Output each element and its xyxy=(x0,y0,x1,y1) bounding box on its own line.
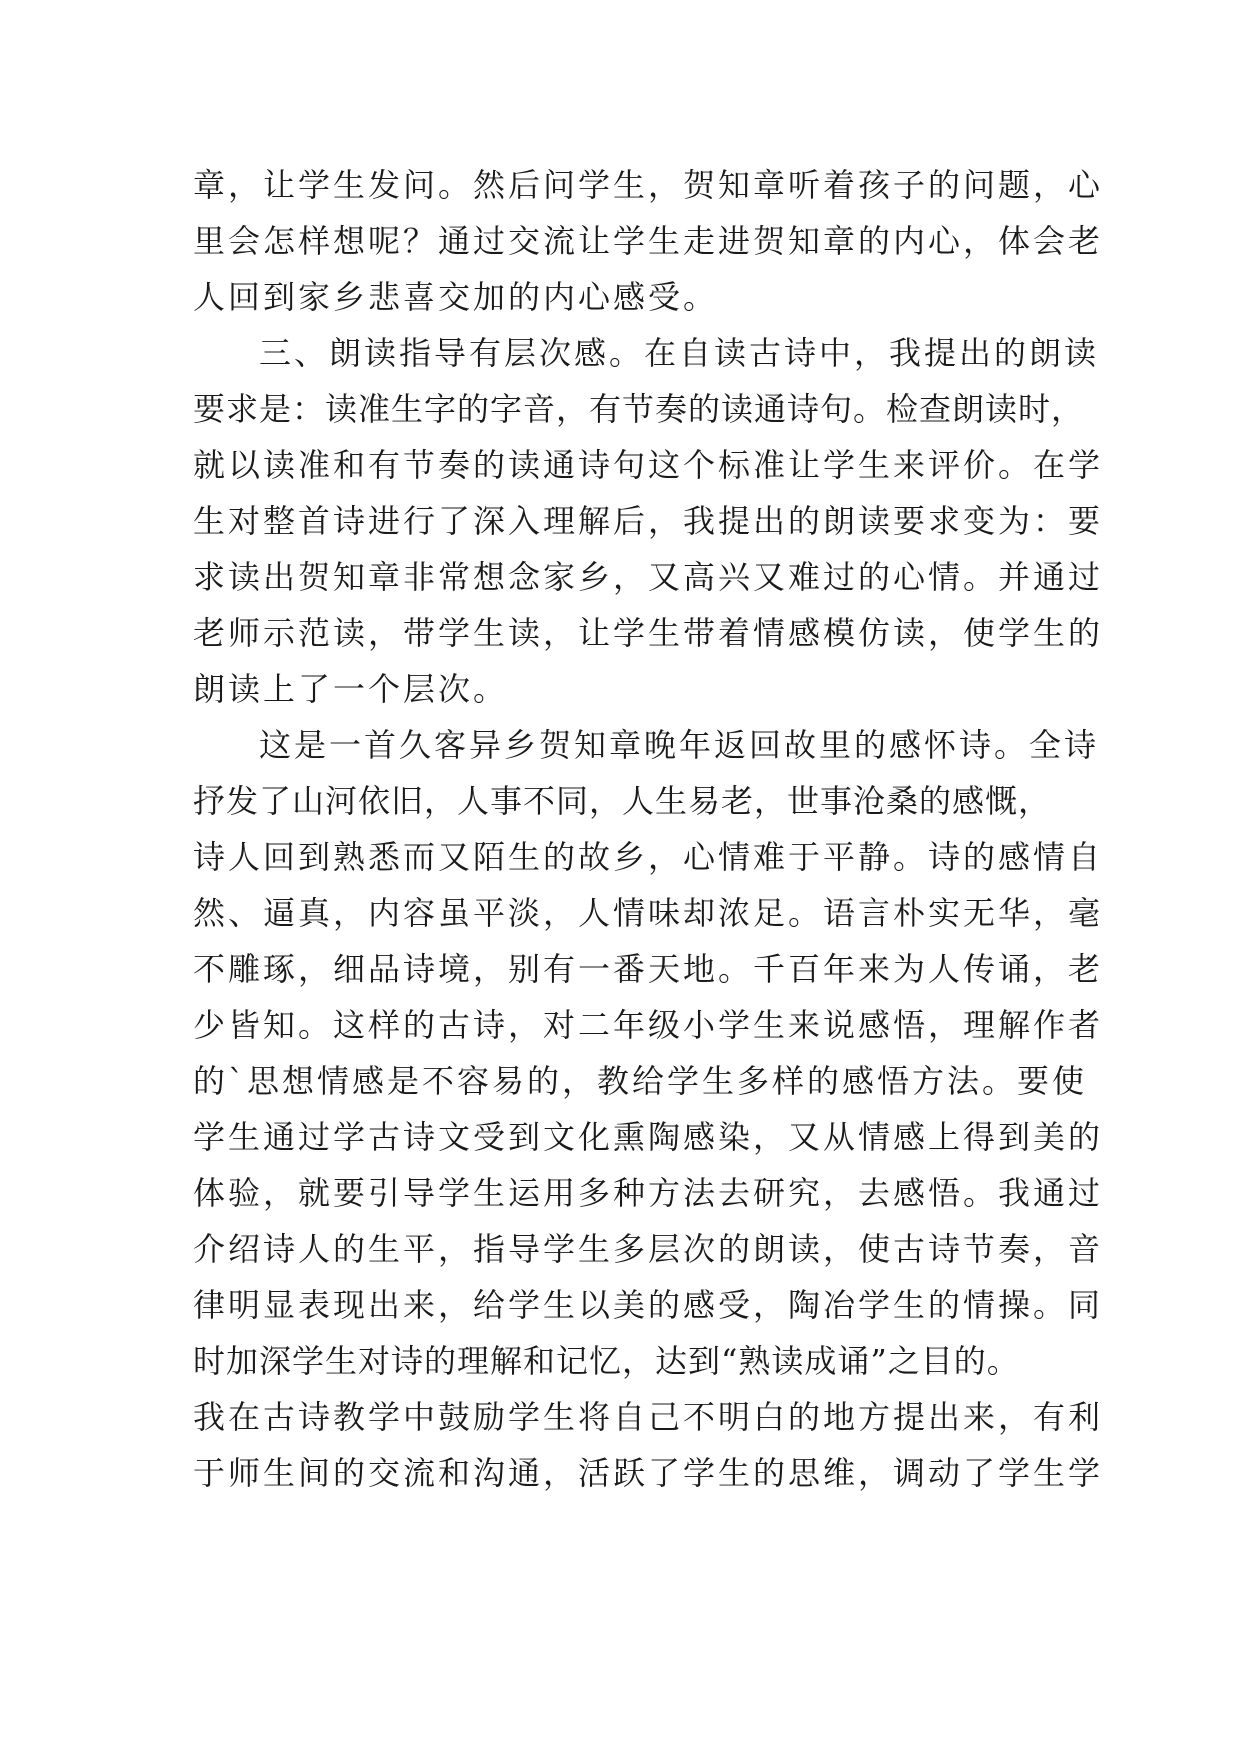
text-line-12: 抒发了山河依旧，人事不同，人生易老，世事沧桑的感慨， xyxy=(193,782,1052,820)
text-line-17: 的`思想情感是不容易的，教给学生多样的感悟方法。要使 xyxy=(193,1062,1088,1100)
body-text xyxy=(193,157,1104,1501)
text-line-15: 不雕琢，细品诗境，别有一番天地。千百年来为人传诵，老 xyxy=(193,950,1104,988)
text-line-19: 体验，就要引导学生运用多种方法去研究，去感悟。我通过 xyxy=(193,1174,1104,1212)
text-line-18: 学生通过学古诗文受到文化熏陶感染，又从情感上得到美的 xyxy=(193,1118,1104,1156)
text-line-20: 介绍诗人的生平，指导学生多层次的朗读，使古诗节奏，音 xyxy=(193,1230,1104,1268)
text-line-14: 然、逼真，内容虽平淡，人情味却浓足。语言朴实无华，毫 xyxy=(193,894,1104,932)
text-line-13: 诗人回到熟悉而又陌生的故乡，心情难于平静。诗的感情自 xyxy=(193,838,1104,876)
text-line-23: 我在古诗教学中鼓励学生将自己不明白的地方提出来，有利 xyxy=(193,1398,1104,1436)
text-line-6: 就以读准和有节奏的读通诗句这个标准让学生来评价。在学 xyxy=(193,446,1104,484)
text-line-24: 于师生间的交流和沟通，活跃了学生的思维，调动了学生学 xyxy=(193,1454,1104,1492)
text-line-2: 里会怎样想呢？通过交流让学生走进贺知章的内心，体会老 xyxy=(193,222,1104,260)
text-line-10: 朗读上了一个层次。 xyxy=(193,670,509,708)
text-line-5: 要求是：读准生字的字音，有节奏的读通诗句。检查朗读时， xyxy=(193,390,1085,428)
text-line-1: 章，让学生发问。然后问学生，贺知章听着孩子的问题，心 xyxy=(193,166,1104,204)
text-line-7: 生对整首诗进行了深入理解后，我提出的朗读要求变为：要 xyxy=(193,502,1104,540)
text-line-3: 人回到家乡悲喜交加的内心感受。 xyxy=(193,278,719,316)
text-line-16: 少皆知。这样的古诗，对二年级小学生来说感悟，理解作者 xyxy=(193,1006,1104,1044)
text-line-21: 律明显表现出来，给学生以美的感受，陶冶学生的情操。同 xyxy=(193,1286,1104,1324)
paragraph-start-line-4: 三、朗读指导有层次感。在自读古诗中，我提出的朗读 xyxy=(259,334,1100,372)
paragraph-start-line-11: 这是一首久客异乡贺知章晚年返回故里的感怀诗。全诗 xyxy=(259,726,1100,764)
text-line-22: 时加深学生对诗的理解和记忆，达到“熟读成诵”之目的。 xyxy=(193,1342,1020,1380)
text-line-8: 求读出贺知章非常想念家乡，又高兴又难过的心情。并通过 xyxy=(193,558,1104,596)
text-line-9: 老师示范读，带学生读，让学生带着情感模仿读，使学生的 xyxy=(193,614,1104,652)
